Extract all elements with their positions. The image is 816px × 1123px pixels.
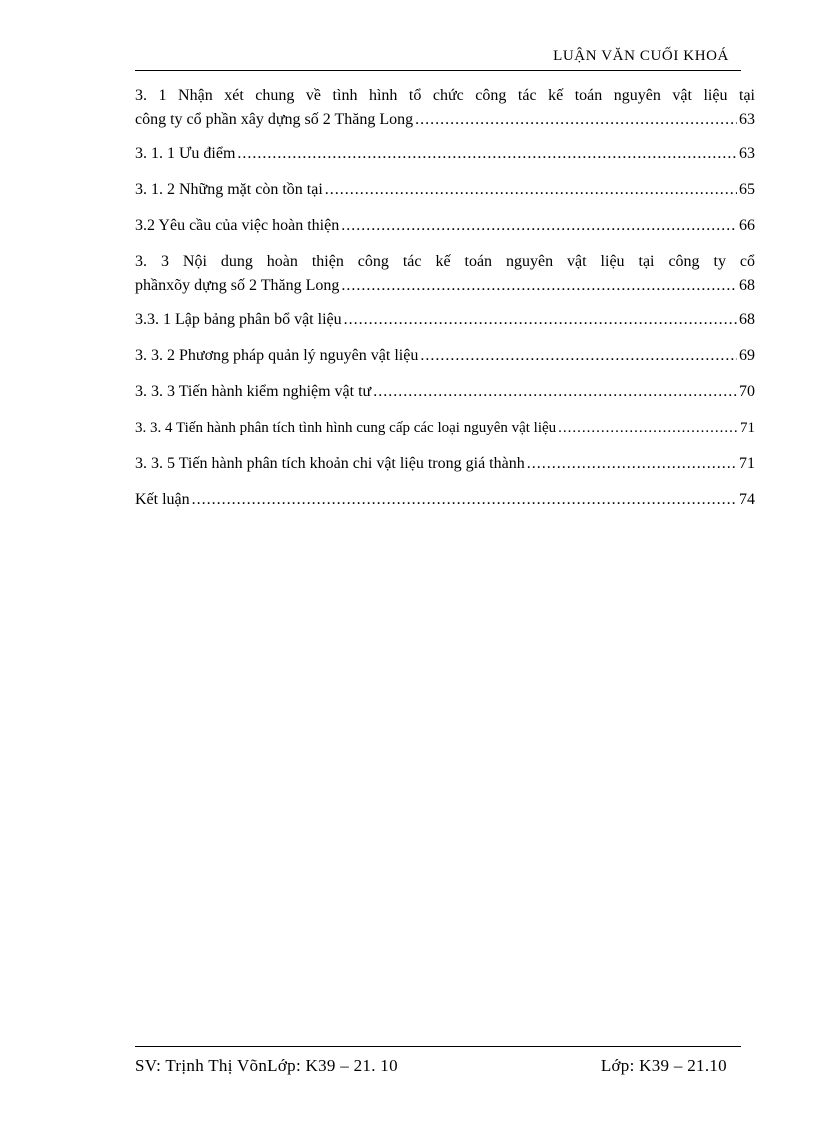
- toc-entry-title: công ty cổ phần xây dựng số 2 Thăng Long: [135, 111, 414, 128]
- toc-page-number: 65: [739, 181, 755, 198]
- toc-leader-dots: [325, 178, 737, 202]
- toc-page-number: 68: [739, 277, 755, 294]
- toc-leader-dots: [527, 452, 737, 476]
- toc-page-number: 71: [740, 420, 755, 436]
- toc-page-number: 68: [739, 311, 755, 328]
- running-header-title: LUẬN VĂN CUỐI KHOÁ: [553, 48, 729, 64]
- toc-entry-line: [135, 108, 755, 132]
- toc-entry-line: 3. 1 Nhận xét chung về tình hình tổ chức công tác kế toán nguyên vật liệu tại: [135, 87, 755, 104]
- toc-page-number: 63: [739, 111, 755, 128]
- toc-entry-title: 3. 3. 2 Phương pháp quản lý nguyên vật liệu: [135, 347, 419, 364]
- footer-class-info: Lớp: K39 – 21.10: [600, 1056, 727, 1075]
- toc-entry: [135, 250, 755, 298]
- toc-entry-line: [135, 274, 755, 298]
- toc-entry-line: [135, 142, 755, 166]
- toc-entry: [135, 214, 755, 238]
- toc-entry-title: 3. 3. 3 Tiến hành kiểm nghiệm vật tư: [135, 383, 372, 400]
- footer-student-info: SV: Trịnh Thị VõnLớp: K39 – 21. 10: [135, 1056, 398, 1075]
- toc-entry: [135, 308, 755, 332]
- toc-leader-dots: [341, 214, 737, 238]
- toc-entry-title: 3.3. 1 Lập bảng phân bổ vật liệu: [135, 311, 342, 328]
- toc-leader-dots: [344, 308, 737, 332]
- toc-entry-title: 3. 3. 5 Tiến hành phân tích khoản chi vật liệu trong giá thành: [135, 455, 525, 472]
- toc-entry-line: [135, 380, 755, 404]
- toc-entry-line: [135, 344, 755, 368]
- toc-entry-title: 3. 1. 2 Những mặt còn tồn tại: [135, 181, 323, 198]
- toc-page-number: 71: [739, 455, 755, 472]
- toc-entry-line: [135, 488, 755, 512]
- toc-entry-line: [135, 214, 755, 238]
- toc-leader-dots: [415, 108, 737, 132]
- toc-entry-title: 3. 1. 1 Ưu điểm: [135, 145, 236, 162]
- toc-entry: [135, 178, 755, 202]
- toc-entry-title: phầnxõy dựng số 2 Thăng Long: [135, 277, 340, 294]
- toc-entry-title: 3. 3. 4 Tiến hành phân tích tình hình cung cấp các loại nguyên vật liệu: [135, 420, 557, 436]
- toc-entry-line: [135, 416, 755, 440]
- table-of-contents: [135, 84, 755, 512]
- toc-entry-line: [135, 452, 755, 476]
- toc-entry: [135, 84, 755, 132]
- toc-leader-dots: [420, 344, 737, 368]
- toc-page-number: 69: [739, 347, 755, 364]
- toc-leader-dots: [341, 274, 737, 298]
- toc-entry-line: [135, 178, 755, 202]
- toc-entry: [135, 380, 755, 404]
- toc-entry-title: Kết luận: [135, 491, 190, 508]
- header-rule: [135, 70, 741, 71]
- toc-page-number: 63: [739, 145, 755, 162]
- toc-page-number: 74: [739, 491, 755, 508]
- toc-entry-line: [135, 308, 755, 332]
- toc-entry-line: 3. 3 Nội dung hoàn thiện công tác kế toán nguyên vật liệu tại công ty cổ: [135, 253, 755, 270]
- toc-entry: [135, 452, 755, 476]
- toc-entry: [135, 488, 755, 512]
- toc-entry: [135, 142, 755, 166]
- toc-leader-dots: [237, 142, 737, 166]
- footer-rule: [135, 1046, 741, 1047]
- toc-leader-dots: [373, 380, 737, 404]
- toc-leader-dots: [558, 416, 738, 440]
- toc-page-number: 70: [739, 383, 755, 400]
- toc-entry-title: 3.2 Yêu cầu của việc hoàn thiện: [135, 217, 340, 234]
- toc-page-number: 66: [739, 217, 755, 234]
- toc-entry: [135, 344, 755, 368]
- toc-leader-dots: [192, 488, 737, 512]
- toc-entry: [135, 416, 755, 440]
